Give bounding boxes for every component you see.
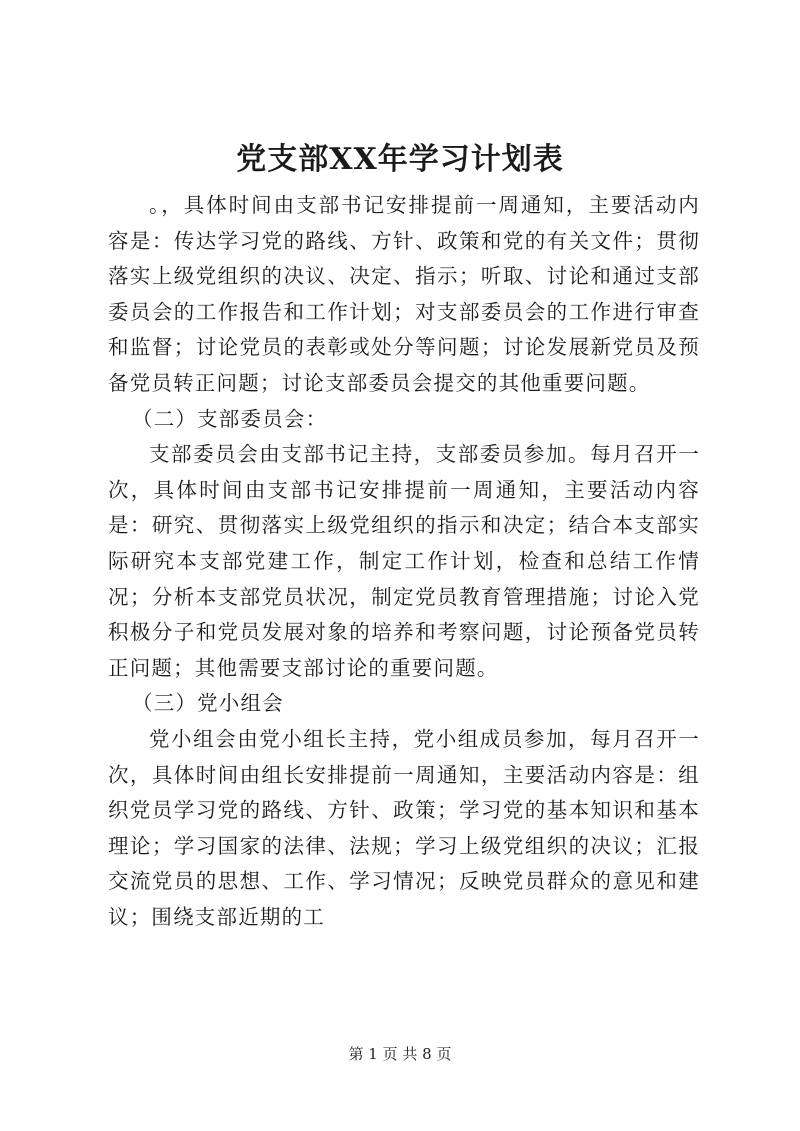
document-body <box>108 188 700 935</box>
paragraph-committee: 支部委员会由支部书记主持，支部委员参加。每月召开一次，具体时间由支部书记安排提前一周通知，主要活动内容是：研究、贯彻落实上级党组织的指示和决定；结合本支部实际研究本支部党建工作，制定工作计划，检查和总结工作情况；分析本支部党员状况，制定党员教育管理措施；讨论入党积极分子和党员发展对象的培养和考察问题，讨论预备党员转正问题；其他需要支部讨论的重要问题。 <box>108 442 700 680</box>
section-heading-committee: （二）支部委员会： <box>132 406 328 431</box>
section-heading-group-meeting: （三）党小组会 <box>132 691 284 716</box>
paragraph-general-meeting: 。，具体时间由支部书记安排提前一周通知，主要活动内容是：传达学习党的路线、方针、政策和党的有关文件；贯彻落实上级党组织的决议、决定、指示；听取、讨论和通过支部委员会的工作报告和工作计划；对支部委员会的工作进行审查和监督；讨论党员的表彰或处分等问题；讨论发展新党员及预备党员转正问题；讨论支部委员会提交的其他重要问题。 <box>108 193 700 395</box>
document-title: 党支部XX年学习计划表 <box>236 142 564 177</box>
paragraph-group-meeting: 党小组会由党小组长主持，党小组成员参加，每月召开一次，具体时间由组长安排提前一周通知，主要活动内容是：组织党员学习党的路线、方针、政策；学习党的基本知识和基本理论；学习国家的法律、法规；学习上级党组织的决议；汇报交流党员的思想、工作、学习情况；反映党员群众的意见和建议；围绕支部近期的工 <box>108 726 700 929</box>
page-number-footer: 第 1 页 共 8 页 <box>348 1045 452 1063</box>
